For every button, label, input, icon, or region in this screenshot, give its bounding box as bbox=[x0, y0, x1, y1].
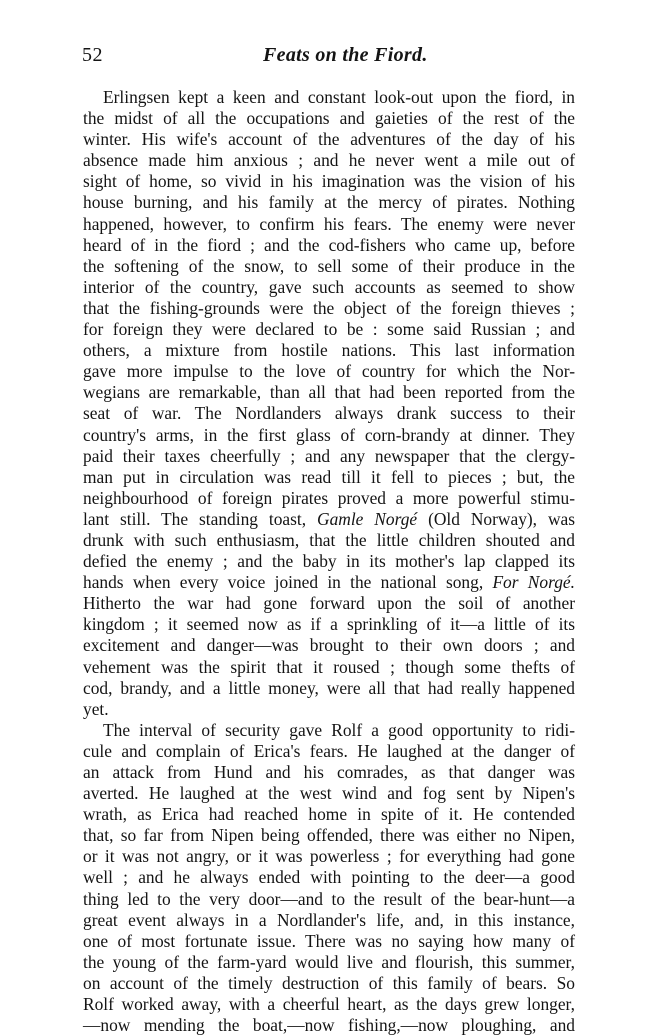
text-line: happened, however, to confirm his fears. The enemy were never bbox=[83, 213, 575, 234]
text-line: the softening of the snow, to sell some of their produce in the bbox=[83, 255, 575, 276]
text-line: cod, brandy, and a little money, were all that had really happened bbox=[83, 677, 575, 698]
text-line: for foreign they were declared to be : some said Russian ; and bbox=[83, 319, 575, 340]
text-line: lant still. The standing toast, Gamle Norgé (Old Norway), was bbox=[83, 508, 576, 529]
text-line: drunk with such enthusiasm, that the little children shouted and bbox=[83, 529, 575, 550]
text-line: defied the enemy ; and the baby in its mother's lap clapped its bbox=[83, 551, 575, 572]
text-line: winter. His wife's account of the adventures of the day of his bbox=[83, 129, 575, 150]
text-line: cule and complain of Erica's fears. He laughed at the danger of bbox=[83, 740, 575, 761]
text-line: the midst of all the occupations and gaieties of the rest of the bbox=[83, 108, 575, 129]
text-line: Erlingsen kept a keen and constant look-out upon the fiord, in bbox=[103, 87, 575, 107]
text-line: country's arms, in the first glass of corn-brandy at dinner. They bbox=[83, 424, 575, 445]
text-line: absence made him anxious ; and he never went a mile out of bbox=[83, 150, 575, 171]
italic-phrase: For Norgé. bbox=[492, 572, 575, 593]
text-line: or it was not angry, or it was powerless ; for everything had gone bbox=[83, 846, 575, 867]
text-line: Hitherto the war had gone forward upon the soil of another bbox=[83, 593, 575, 614]
text-line: wrath, as Erica had reached home in spite of it. He contended bbox=[83, 804, 575, 825]
text-line: man put in circulation was read till it fell to pieces ; but, the bbox=[83, 466, 575, 487]
page-number: 52 bbox=[82, 44, 103, 66]
text-line: —now mending the boat,—now fishing,—now ploughing, and bbox=[83, 1015, 575, 1036]
text-line: one of most fortunate issue. There was no saying how many of bbox=[83, 930, 575, 951]
text-line: sight of home, so vivid in his imagination was the vision of his bbox=[83, 171, 575, 192]
text-line: well ; and he always ended with pointing to the deer—a good bbox=[83, 867, 575, 888]
text-line: thing led to the very door—and to the result of the bear-hunt—a bbox=[83, 888, 575, 909]
text-line: heard of in the fiord ; and the cod-fishers who came up, before bbox=[83, 234, 575, 255]
text-line: an attack from Hund and his comrades, as that danger was bbox=[83, 762, 575, 782]
text-line: interior of the country, gave such accounts as seemed to show bbox=[83, 276, 575, 297]
running-title: Feats on the Fiord. bbox=[263, 44, 428, 66]
text-line: paid their taxes cheerfully ; and any newspaper that the clergy- bbox=[83, 445, 575, 466]
italic-phrase: Gamle Norgé bbox=[317, 508, 418, 529]
text-line: that the fishing-grounds were the object of the foreign thieves ; bbox=[83, 297, 575, 318]
text-line: The interval of security gave Rolf a good opportunity to ridi- bbox=[103, 719, 575, 740]
text-line: that, so far from Nipen being offended, there was either no Nipen, bbox=[83, 825, 575, 846]
text-line: neighbourhood of foreign pirates proved a more powerful stimu- bbox=[83, 487, 575, 508]
body-text bbox=[83, 87, 575, 1036]
text-line: excitement and danger—was brought to their own doors ; and bbox=[83, 635, 575, 656]
text-line: hands when every voice joined in the national song, For Norgé. bbox=[83, 572, 575, 593]
text-line: Rolf worked away, with a cheerful heart, as the days grew longer, bbox=[83, 994, 575, 1015]
paragraph bbox=[83, 720, 575, 1036]
text-line: yet. bbox=[83, 698, 109, 719]
text-line: house burning, and his family at the mercy of pirates. Nothing bbox=[83, 192, 575, 213]
running-head bbox=[82, 44, 575, 74]
text-line: kingdom ; it seemed now as if a sprinkling of it—a little of its bbox=[83, 614, 575, 635]
text-line: great event always in a Nordlander's life, and, in this instance, bbox=[83, 909, 575, 930]
text-line: seat of war. The Nordlanders always drank success to their bbox=[83, 403, 575, 424]
paragraph bbox=[83, 87, 575, 720]
text-line: wegians are remarkable, than all that had been reported from the bbox=[83, 382, 575, 403]
text-line: averted. He laughed at the west wind and fog sent by Nipen's bbox=[83, 783, 575, 804]
text-line: the young of the farm-yard would live and flourish, this summer, bbox=[83, 951, 575, 972]
text-line: on account of the timely destruction of this family of bears. So bbox=[83, 972, 575, 993]
text-line: gave more impulse to the love of country for which the Nor- bbox=[83, 361, 575, 382]
text-line: vehement was the spirit that it roused ; though some thefts of bbox=[83, 656, 575, 677]
text-line: others, a mixture from hostile nations. This last information bbox=[83, 340, 575, 361]
